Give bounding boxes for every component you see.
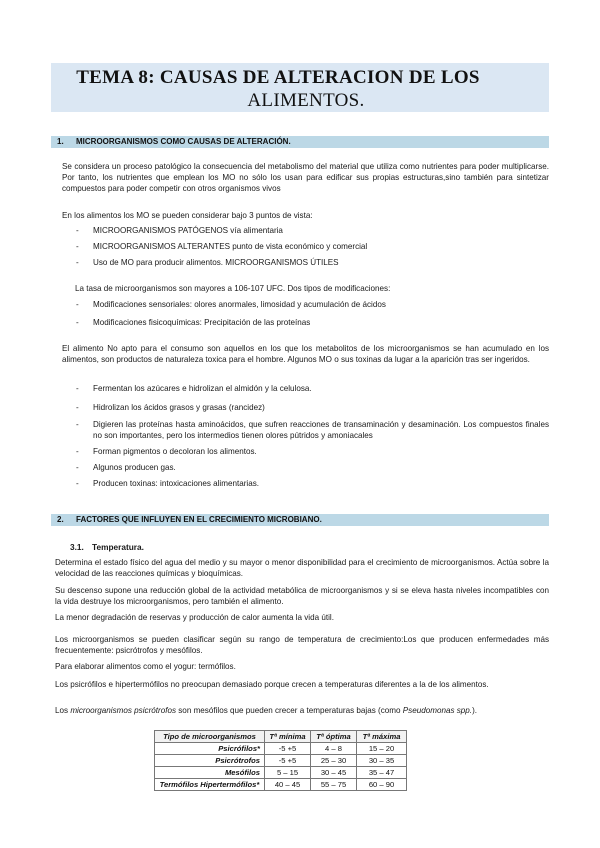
title-banner <box>51 63 549 112</box>
subsection-heading: 3.1. Temperatura. <box>70 542 144 552</box>
table-header: Tª máxima <box>357 731 407 743</box>
section-2-header <box>51 514 549 526</box>
s2-paragraph-4: Los microorganismos se pueden clasificar según su rango de temperatura de crecimiento:Los que producen enfermedades más frecuentemente: psicrótrofos y mesófilos. <box>55 635 549 655</box>
temperature-table <box>154 730 407 791</box>
section-1-header <box>51 136 549 148</box>
table-header: Tipo de microorganismos <box>155 731 265 743</box>
table-row: Psicrótrofos -5 +5 25 – 30 30 – 35 <box>155 755 407 767</box>
section-1-number: 1. <box>57 137 64 146</box>
s1-paragraph-2: En los alimentos los MO se pueden considerar bajo 3 puntos de vista: <box>62 211 313 220</box>
table-row: Termófilos Hipertermófilos* 40 – 45 55 – 75 60 – 90 <box>155 779 407 791</box>
page-title-line1: TEMA 8: CAUSAS DE ALTERACION DE LOS <box>76 67 480 88</box>
table-row: Mesófilos 5 – 15 30 – 45 35 – 47 <box>155 767 407 779</box>
s2-paragraph-7: Los microorganismos psicrótrofos son mesófilos que pueden crecer a temperaturas bajas (como Pseudomonas spp.). <box>55 706 478 715</box>
table-header-row <box>155 731 407 743</box>
s2-paragraph-3: La menor degradación de reservas y producción de calor aumenta la vida útil. <box>55 613 334 622</box>
s1-paragraph-3: La tasa de microorganismos son mayores a 106-107 UFC. Dos tipos de modificaciones: <box>75 284 391 293</box>
section-2-heading: FACTORES QUE INFLUYEN EN EL CRECIMIENTO MICROBIANO. <box>76 515 322 524</box>
s2-paragraph-2: Su descenso supone una reducción global de la actividad metabólica de microorganismos y si se eleva hasta niveles incompatibles con la vida destruye los microorganismos, pero también el alimento. <box>55 586 549 606</box>
table-row: Psicrófilos* -5 +5 4 – 8 15 – 20 <box>155 743 407 755</box>
s2-paragraph-5: Para elaborar alimentos como el yogur: termófilos. <box>55 662 236 671</box>
s2-paragraph-1: Determina el estado físico del agua del medio y su mayor o menor disponibilidad para el crecimiento de microorganismos. Actúa sobre la velocidad de las reacciones químicas y bioquímicas. <box>55 558 549 578</box>
s2-paragraph-6: Los psicrófilos e hipertermófilos no preocupan demasiado porque crecen a temperaturas diferentes a la de los alimentos. <box>55 680 489 689</box>
table-header: Tª óptima <box>311 731 357 743</box>
section-1-heading: MICROORGANISMOS COMO CAUSAS DE ALTERACIÓN. <box>76 137 291 146</box>
table-header: Tª mínima <box>265 731 311 743</box>
page-title-line2: ALIMENTOS. <box>247 90 365 111</box>
s1-paragraph-4: El alimento No apto para el consumo son aquellos en los que los metabolitos de los microorganismos se han acumulado en los alimentos, son productos de naturaleza toxica para el hombre. Algunos MO o sus toxinas da lugar a la aparición tras ser ingeridos. <box>62 344 549 364</box>
section-2-number: 2. <box>57 515 64 524</box>
s1-paragraph-1: Se considera un proceso patológico la consecuencia del metabolismo del material que utiliza como nutrientes para poder multiplicarse. Por tanto, los nutrientes que emplean los MO no sólo los usan para edificar sus propias estructuras,sino también para sintetizar compuestos para poder competir con otros organismos vivos <box>62 162 549 193</box>
